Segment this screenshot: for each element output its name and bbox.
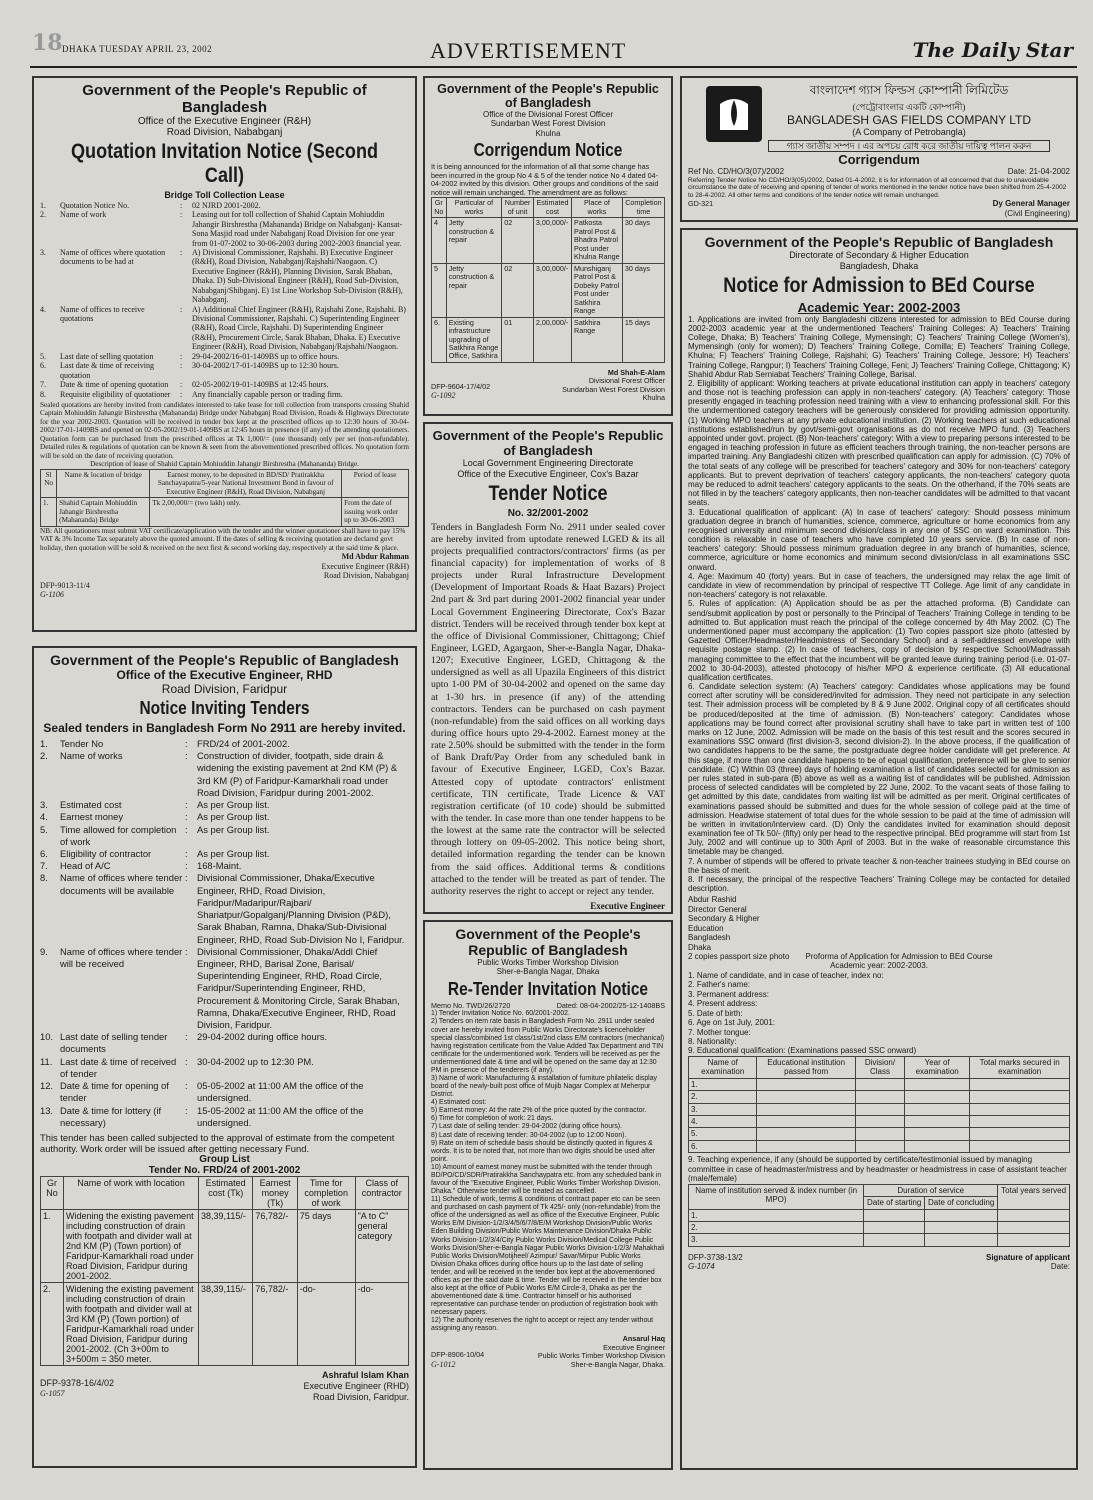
applicant-signature: Signature of applicant xyxy=(985,1252,1070,1262)
item-list: 1. Tender No : FRD/24 of 2001-2002. 2. Name of works : Construction of divider, footpath, side drain & widening the existing pavement at 2nd KM (P) & 3rd KM (P) of Faridpur-Kamarkhali road under Road Division, Faridpur during 2001-2002. 3. Estimated cost : As per Group list. 4. Earnest money : As per Group list. 5. Time allowed for completion of work : As per Group list. 6. Eligibility of contractor : As per Group list. 7. Head of A/C : 168-Maint. 8. Name of offices where tender documents will be available : Divisional Commissioner, Dhaka/Executive Engineer, RHD, Road Division, Faridpur/Madaripur/Rajbari/ Shariatpur/Gopalganj/Planning Division (P&D), Sarak Bhaban, Ramna, Dhaka/Sub-Divisional Engineer, RHD, Road Sub-Division No I, Faridpur. 9. Name of offices where tender will be received : Divisional Commissioner, Dhaka/Addl Chief Engineer, RHD, Barisal Zone, Barisal/ Superintending Engineer, RHD, Road Circle, Faridpur/Superintending Engineer, RHD, Procurement & Monitoring Circle, Sarak Bhaban, Ramna, Dhaka/Executive Engineer, RHD, Road Division, Faridpur. 10. Last date of selling tender documents : 29-04-2002 during office hours. 11. Last date & time of received of tender : 30-04-2002 up to 12:30 PM. 12. Date & time for opening of tender : 05-05-2002 at 11:00 AM the office of the undersigned. 13. Date & time for lottery (if necessary) : 15-05-2002 at 11:00 AM the office of the undersigned. xyxy=(40,738,409,1129)
text-field: Munshiganj Patrol Post & Dobeky Patrol Post under Satkhira Range xyxy=(572,263,623,317)
paragraph-list xyxy=(688,315,1070,894)
text-field: 1. xyxy=(40,200,46,210)
text-field: 2. xyxy=(689,1221,864,1233)
table-row xyxy=(689,1116,1070,1128)
text-field: As per Group list. xyxy=(197,823,270,835)
text-field: 7. xyxy=(40,380,46,390)
text-field: 02 xyxy=(502,263,534,317)
memo-line xyxy=(431,1002,665,1010)
text-field: Executive Engineer (RHD) xyxy=(303,1380,409,1391)
text-field: Name of examination xyxy=(689,1056,757,1078)
text-field: 2. xyxy=(40,210,46,220)
text-field: Sl No xyxy=(41,469,57,497)
signature xyxy=(431,901,665,914)
text-field: Executive Engineer xyxy=(603,1342,665,1352)
text-field: Dy General Manager xyxy=(992,199,1070,209)
text-field: "A to C" general category xyxy=(355,1210,408,1283)
header-rule xyxy=(30,66,1077,68)
text-field: Quotation Notice No. xyxy=(60,200,130,210)
text-field: Any financially capable person or trading firm. xyxy=(192,389,343,399)
text-field: Time for completion of work xyxy=(297,1177,355,1210)
text-field: Sher-e-Bangla Nagar, Dhaka. xyxy=(570,1359,665,1369)
text-field: 02 NJRD 2001-2002. xyxy=(192,200,261,210)
table-row xyxy=(689,1209,1070,1221)
text-field: Abdur Rashid xyxy=(688,895,737,905)
text-field: 01 xyxy=(502,317,534,362)
experience-note: 9. Teaching experience, if any (should be supported by certificate/testimonial issued by managing committee in case of headmaster/mistress and by headmaster or headmistress in case of assistant teacher (male/female) xyxy=(688,1155,1067,1184)
forest-corrigendum-ad xyxy=(423,76,673,416)
ref-code: DFP-8906-10/04 xyxy=(431,1350,485,1360)
text-field: Memo No. TWD/26/2720 xyxy=(431,1000,511,1010)
g-code: GD-321 xyxy=(688,199,714,209)
text-field: Total years served xyxy=(998,1184,1070,1209)
ad-gov: Government of the People's Republic of Bangladesh xyxy=(455,926,641,958)
ad-gov: Government of the People's Republic of Bangladesh xyxy=(82,82,367,116)
ref-code: DFP-9604-17/4/02 xyxy=(431,381,491,391)
text-field: 1) Tender Invitation Notice No. 60/2001-2002. xyxy=(431,1010,570,1018)
text-field: 11. xyxy=(40,1055,53,1067)
text-field: 3. xyxy=(689,1103,757,1115)
text-field: Date & time for lottery (if necessary) xyxy=(60,1104,162,1128)
text-field: Last date of selling tender documents xyxy=(60,1031,168,1055)
text-field: As per Group list. xyxy=(197,811,270,823)
text-field: 05-05-2002 at 11:00 AM the office of the undersigned. xyxy=(197,1080,364,1104)
text-field: 2 copies passport size photo xyxy=(688,952,790,962)
text-field: Dhaka xyxy=(688,942,712,952)
ad-office: Office of the Executive Engineer (R&H) xyxy=(137,116,312,127)
ad-division: Road Division, Nababganj xyxy=(166,127,283,138)
text-field: Divisional Commissioner, Dhaka/Executive Engineer, RHD, Road Division, Faridpur/Madaripur/Rajbari/ Shariatpur/Gopalganj/Planning Division (P&D), Sarak Bhaban, Ramna, Dhaka/Sub-Divisional Engineer, RHD, Road Sub-Division No I, Faridpur. xyxy=(197,872,405,945)
text-field: 3. xyxy=(40,247,46,257)
group-list-title: Group List xyxy=(199,1154,250,1165)
text-field: Particular of works xyxy=(446,198,502,218)
text-field: Md Abdur Rahman xyxy=(341,552,409,562)
page-number: 18 xyxy=(32,30,63,56)
ad-office: Local Government Engineering Directorate xyxy=(462,458,634,468)
ad-place: Khulna xyxy=(535,128,561,138)
text-field: 76,782/- xyxy=(253,1283,297,1366)
text-field: Eligibility of contractor xyxy=(60,847,152,859)
section-title: ADVERTISEMENT xyxy=(430,38,627,63)
text-field: -do- xyxy=(355,1283,408,1366)
text-field: 8. Nationality: xyxy=(688,1036,737,1046)
text-field: Leasing out for toll collection of Shahid Captain Mohiuddin Jahangir Birshrestha (Mahananda) Bridge on Nababganj- Kansat-Sona Masjid road under Nababganj Road Division for one year from 01-07-2002 to 30-06-2003 during 2002-2003 financial year. xyxy=(192,210,403,248)
text-field: Duration of service xyxy=(864,1184,998,1196)
text-field: Estimated cost xyxy=(533,198,571,218)
ad-office: Office of the Executive Engineer, RHD xyxy=(116,668,333,682)
text-field: Division/ Class xyxy=(855,1056,904,1078)
text-field: 30 days xyxy=(622,263,664,317)
text-field: -do- xyxy=(297,1283,355,1366)
text-field xyxy=(431,912,665,914)
text-field: From the date of issuing work order up to 30-06-2003 xyxy=(342,498,409,526)
text-field: Name of offices to receive quotations xyxy=(60,304,145,324)
ad-gov: Government of the People's Republic of Bangladesh xyxy=(50,652,399,668)
text-field: A) Divisional Commissioner, Rajshahi. B) Executive Engineer (R&H), Road Division, Nababganj/Rajshahi/Naogaon. C) Executive Engineer (R&H), Planning Division, Sarak Bhaban, Dhaka. D) Sub-Divisional Engineer (R&H), Road Sub-Division, Nababganj/Shibganj. E) 1st Line Workshop Sub-Division (R&H), Nababganj. xyxy=(192,247,403,305)
text-field: Tk 2,00,000/= (two lakh) only. xyxy=(150,498,342,526)
text-field: Estimated cost xyxy=(60,799,122,811)
text-field: 75 days xyxy=(297,1210,355,1283)
text-field: Tender No xyxy=(60,738,104,749)
table-caption: Description of lease of Shahid Captain Mohiuddin Jahangir Birshrestha (Mahananda) Bridge. xyxy=(90,460,359,469)
text-field: Divisional Commissioner, Dhaka/Addl Chief Engineer, RHD, Barisal Zone, Barisal/ Superintending Engineer, RHD, Road Circle, Faridpur/Superintending Engineer, RHD, Procurement & Monitoring Circle, Sarak Bhaban, Ramna, Dhaka/Executive Engineer, RHD, Road Division, Faridpur. xyxy=(197,945,400,1031)
text-field: 3. xyxy=(689,1234,864,1246)
text-field: Gr No xyxy=(41,1177,64,1210)
text-field: Khulna xyxy=(642,393,665,403)
ref-line xyxy=(688,167,1070,176)
text-field: Gr No xyxy=(432,198,447,218)
works-table xyxy=(431,197,665,363)
text-field: 10) Amount of earnest money must be submitted with the tender through BD/PO/CD/SDR/Pratirakkha Sanchaypatra etc. from any scheduled bank in favour of the "Executive Engineer, Public Works Timber Workshop Division, Dhaka." Otherwise tender will be treated as cancelled. xyxy=(431,1163,662,1196)
ad-paragraph: Referring Tender Notice No CD/HO/3(05)/2002, Dated 01-4-2002, it is for information of all concerned that due to unavoidable circumstance the date of receiving and opening of tender of works mentioned in the tender notice have been shifted from 25-4-2002 to 28-4-2002. All other terms and conditions of the tender notice will remain unchanged. xyxy=(688,176,1067,199)
text-field: 4. xyxy=(40,811,48,823)
ad-paragraph: It is being announced for the information of all that some change has been incurred in the group No 4 & 5 of the tender notice No 4 dated 04-04-2002 invited by this division. Other groups and conditions of the said notice will remain unchanged. The amendment are as follows: xyxy=(431,162,659,197)
text-field: Date of concluding xyxy=(925,1197,998,1209)
text-field: 6. xyxy=(432,317,447,362)
text-field: Secondary & Higher xyxy=(688,914,760,924)
ad-title: Corrigendum xyxy=(838,152,920,168)
group-table xyxy=(40,1176,409,1366)
text-field: 6. Age on 1st July, 2001: xyxy=(688,1018,776,1028)
text-field: 2. xyxy=(41,1283,64,1366)
masthead: The Daily Star xyxy=(912,38,1073,62)
text-field: 7. A number of stipends will be offered to private teacher & non-teacher trainees studying in BEd course on the basis of merit. xyxy=(688,856,1070,875)
ref-code: DFP-3738-13/2 xyxy=(688,1252,743,1262)
text-field: 7) Last date of selling tender: 29-04-2002 (during office hours). xyxy=(431,1123,623,1131)
text-field: 9. Educational qualification: (Examinations passed SSC onward) xyxy=(688,1046,917,1056)
applicant-date: Date: xyxy=(1050,1262,1070,1272)
issue-date: DHAKA TUESDAY APRIL 23, 2002 xyxy=(62,44,213,54)
text-field: 02-05-2002/19-01-1409BS at 12:45 hours. xyxy=(192,380,329,390)
text-field: 13. xyxy=(40,1104,54,1116)
text-field: Divisional Forest Officer xyxy=(588,376,665,386)
text-field: 3. xyxy=(40,799,48,811)
text-field: Last date & time of receiving quotation xyxy=(60,361,154,380)
text-field: 168-Maint. xyxy=(197,860,242,872)
text-field: 5) Earnest money: At the rate 2% of the price quoted by the contractor. xyxy=(431,1107,647,1115)
tender-no: Tender No. FRD/24 of 2001-2002 xyxy=(148,1165,301,1176)
text-field: Educational institution passed from xyxy=(757,1056,855,1078)
text-field: 6. xyxy=(40,361,46,371)
ad-division: Road Division, Faridpur xyxy=(161,682,288,696)
table-row xyxy=(432,317,665,362)
ad-office: Directorate of Secondary & Higher Education xyxy=(789,250,969,260)
g-code: G-1106 xyxy=(40,589,64,599)
text-field: Last date & time of received of tender xyxy=(60,1055,177,1079)
text-field: 7. Mother tongue: xyxy=(688,1027,751,1037)
text-field: 6. xyxy=(40,847,48,859)
text-field: 9) Rate on item of schedule basis should be distinctly quoted in figures & words. It is to be noted that, not more than two digits should be used after point. xyxy=(431,1139,656,1163)
ad-title: Re-Tender Invitation Notice xyxy=(447,978,649,999)
text-field: 11) Schedule of work, terms & conditions of contract paper etc can be seen and purchased on cash payment of Tk 425/- only (non-refundable) from the office of the undersigned as well as office of the Executive Engineer, Public Works E/M Division-1/2/3/4/5/6/7/8/E/M Workshop Division/Public Works Eden Building Division/Public Works Maintenance Division/Dhaka Public Works Division-1/2/3/4/City Public Works Division/Medical College Public Works Division/Sher-e-Bangla Nagar Public Works Division-1/2/3/ Mahakhali Public Works Division/Motijheel/ Azimpur/ Savar/Mirpur Public Works Division Dhaka offices during office hours up to the last date of selling tender, and will be received in the tender box kept at the abovementioned offices as per the said date & time. Tender will be received in the tender box also kept at the office of Public Works E/M Circle-3, Dhaka as per the abovementioned date & time. Contractor himself or his authorised representative can purchase tender on production of registration book with necessary papers. xyxy=(431,1196,665,1317)
text-field: Jetty construction & repair xyxy=(446,263,502,317)
text-field: 2. Eligibility of applicant: Working teachers at private educational institution can apply in teachers' category and those not is teaching profession can apply in non-teachers' category. (A) Teachers' category: Those presently engaged in teaching profession need training with a view to enhancing professional skill. For this the undermentioned category teachers will be generously considered for providing admission opportunity. (1) Working MPO teachers at any private educational institution. (2) Working teachers at such educational institutions established/run by govt/semi-govt organisations as do not receive MPO fund. (3) Teachers appointed under govt. project. (B) Non-teachers' category: With a view to preparing persons interested to be engaged in teaching profession in future as efficient teachers through training, the non-teacher persons are imparted training. Any Bangladeshi citizen with prescribed qualification can apply for admission. (C) 70% of the total seats of any college will be prescribed for teachers' category and 30% for non-teachers' category applicants. But to prevent deprivation of teachers' category applicants, the non-teachers' category quota may be reduced to admit teachers' category applicants to the seats. On the otherhand, if the 70% seats are not filled in by the teachers' category applicants, then non-teacher candidates will be admitted to that vacant seats. xyxy=(688,378,1070,508)
table-row xyxy=(41,1283,409,1366)
note: NB: All quotationers must submit VAT certificate/application with the tender and the winner quotationer shall have to pay 15% VAT & 3% Income Tax separately above the quoted amount. If the dates of selling & receiving quotation are declared govt holiday, then quotation will be sold & received on the next first & second working day, respectively at the said time & place. xyxy=(40,526,406,552)
text-field: 5. Date of birth: xyxy=(688,1008,743,1018)
text-field: Ansarul Haq xyxy=(622,1334,665,1344)
table-row xyxy=(41,1210,409,1283)
tender-no: No. 32/2001-2002 xyxy=(507,507,589,519)
text-field: 5. xyxy=(689,1128,757,1140)
text-field: A) Additional Chief Engineer (R&H), Rajshahi Zone, Rajshahi. B) Divisional Commissioner, Rajshahi. C) Superintending Engineer (R&H), Road Circle, Rajshahi. D) Superintending Engineer (R&H), Procurement Circle, Sarak Bhaban, Dhaka. E) Executive Engineer (R&H), Road Division, Nababganj/Rajshahi/Naogaon. xyxy=(192,304,406,352)
bengali-name: বাংলাদেশ গ্যাস ফিল্ডস কোম্পানী লিমিটেড xyxy=(809,83,1009,97)
text-field: 1. xyxy=(41,498,57,526)
text-field: Requisite eligibility of quotationer xyxy=(60,389,171,399)
text-field: 1. xyxy=(41,1210,64,1283)
text-field: Class of contractor xyxy=(355,1177,408,1210)
text-field: 8. If necessary, the principal of the respective Teachers' Training College may be contacted for detailed description. xyxy=(688,875,1070,894)
text-field: 7. xyxy=(40,860,48,872)
text-field: 3. Permanent address: xyxy=(688,989,769,999)
text-field: 5. xyxy=(40,351,46,361)
text-field: 4. xyxy=(689,1116,757,1128)
text-field: Earnest money xyxy=(60,811,124,823)
bed-admission-ad xyxy=(680,228,1078,1470)
text-field: 30 days xyxy=(622,218,664,263)
text-field: Name of works xyxy=(60,750,123,762)
quotation-notice-ad xyxy=(32,76,417,632)
text-field: Executive Engineer (R&H) xyxy=(321,561,409,571)
text-field: Road Division, Faridpur. xyxy=(312,1391,409,1402)
text-field: Shahid Captain Mohiuddin Jahangir Birshrestha (Mahananda) Bridge xyxy=(57,498,150,526)
text-field: Existing infrastructure upgrading of Satkhira Range Office, Satkhira xyxy=(446,317,502,362)
text-field: 29-04-2002 during office hours. xyxy=(197,1031,328,1043)
text-field: 9. xyxy=(40,945,48,957)
lged-tender-ad xyxy=(423,422,673,914)
text-field: 3,00,000/- xyxy=(533,263,571,317)
text-field: 4. xyxy=(40,304,46,314)
g-code: G-1057 xyxy=(40,1389,65,1399)
text-field: 29-04-2002/16-01-1409BS up to office hours. xyxy=(192,351,340,361)
text-field: 5 xyxy=(432,263,447,317)
ad-division: Sher-e-Bangla Nagar, Dhaka xyxy=(496,967,600,977)
ad-division: Bangladesh, Dhaka xyxy=(839,260,919,271)
text-field: 2. xyxy=(40,750,48,762)
text-field: As per Group list. xyxy=(197,847,270,859)
text-field: Name of work with location xyxy=(64,1177,199,1210)
gas-fields-corrigendum-ad xyxy=(680,76,1078,222)
text-field: Name of offices where quotation documents to be had at xyxy=(60,247,166,267)
text-field: 1. Applications are invited from only Bangladeshi citizens interested for admission to BEd Course during 2002-2003 academic year at the undermentioned Teachers' Training Colleges: A) Teachers' Training College, Dhaka; B) Teachers' Training College, Mymensingh; C) Teachers' Training College (Women's), Mymensingh (only for women); D) Teachers' Training College, Comilla; E) Teachers' Training College, Khulna; F) Teachers' Training College, Rajshahi; G) Teachers' Training College, Jessore; H) Teachers' Training College, Rangpur; I) Teachers' Training College, Feni; J) Teachers' Training College, Chittagong; K) Shahid Abdur Rab Serniabat Teachers' Training College, Barisal. xyxy=(688,314,1070,379)
ad-division: Sundarban West Forest Division xyxy=(490,119,606,129)
text-field: Earnest money, to be deposited in BD/SD/ Pratirakkha Sanchayapatra/5-year National Investment Bond in favour of Executive Engineer (R&H), Road Division, Nababganj xyxy=(150,469,342,497)
text-field: Patkosta Patrol Post & Bhadra Patrol Post under Khulna Range xyxy=(572,218,623,263)
text-field: Date of starting xyxy=(864,1197,925,1209)
text-field: 4. Present address: xyxy=(688,999,758,1009)
footer-line xyxy=(688,1253,1070,1272)
table-row xyxy=(689,1221,1070,1233)
item-list: 1. Quotation Notice No. : 02 NJRD 2001-2002. 2. Name of work : Leasing out for toll collection of Shahid Captain Mohiuddin Jahangir Birshrestha (Mahananda) Bridge on Nababganj- Kansat-Sona Masjid road under Nababganj Road Division for one year from 01-07-2002 to 30-06-2003 during 2002-2003 financial year. 3. Name of offices where quotation documents to be had at : A) Divisional Commissioner, Rajshahi. B) Executive Engineer (R&H), Road Division, Nababganj/Rajshahi/Naogaon. C) Executive Engineer (R&H), Planning Division, Sarak Bhaban, Dhaka. D) Sub-Divisional Engineer (R&H), Road Sub-Division, Nababganj/Shibganj. E) 1st Line Workshop Sub-Division (R&H), Nababganj. 4. Name of offices to receive quotations : A) Additional Chief Engineer (R&H), Rajshahi Zone, Rajshahi. B) Divisional Commissioner, Rajshahi. C) Superintending Engineer (R&H), Road Circle, Rajshahi. D) Superintending Engineer (R&H), Procurement Circle, Sarak Bhaban, Dhaka. E) Executive Engineer (R&H), Road Division, Nababganj/Rajshahi/Naogaon. 5. Last date of selling quotation : 29-04-2002/16-01-1409BS up to office hours. 6. Last date & time of receiving quotation : 30-04-2002/17-01-1409BS up to 12:30 hours. 7. Date & time of opening quotation : 02-05-2002/19-01-1409BS at 12:45 hours. 8. Requisite eligibility of quotationer : Any financially capable person or trading firm. xyxy=(40,201,409,399)
table-row xyxy=(432,218,665,263)
text-field: Estimated cost (Tk) xyxy=(199,1177,253,1210)
signature xyxy=(40,552,409,580)
text-field: Name of institution served & index number (in MPO) xyxy=(689,1184,864,1209)
text-field: Director General xyxy=(688,904,747,914)
text-field: Name & location of bridge xyxy=(57,469,150,497)
text-field: 12. xyxy=(40,1080,54,1092)
text-field: Last date of selling quotation xyxy=(60,351,154,361)
text-field: Sundarban West Forest Division xyxy=(562,384,665,394)
text-field: 8. xyxy=(40,389,46,399)
ad-gov: Government of the People's Republic of Bangladesh xyxy=(437,82,659,110)
proforma-line xyxy=(688,952,1070,961)
academic-year: Academic Year: 2002-2003 xyxy=(797,299,961,315)
text-field: Date: 21-04-2002 xyxy=(1007,167,1070,177)
text-field: Period of lease xyxy=(342,469,409,497)
ad-division: Office of the Executive Engineer, Cox's Bazar xyxy=(457,468,639,479)
text-field: Satkhira Range xyxy=(572,317,623,362)
text-field: Jetty construction & repair xyxy=(446,218,502,263)
text-field: Place of works xyxy=(572,198,623,218)
text-field: 1. xyxy=(689,1209,864,1221)
form-fields xyxy=(688,971,1070,1056)
text-field: 2. xyxy=(689,1091,757,1103)
text-field: Date & time for opening of tender xyxy=(60,1080,169,1104)
text-field: Widening the existing pavement including construction of drain with footpath and divider wall at 3rd KM (P) (Town portion) of Faridpur-Kamarkhali road under Road Division, Faridpur during 2001-2002. (Ch 3+00m to 3+500m = 350 meter. xyxy=(64,1283,199,1366)
g-code: G-1012 xyxy=(431,1359,456,1369)
text-field: Number of unit xyxy=(502,198,534,218)
text-field: Executive Engineer xyxy=(590,900,665,911)
table-row xyxy=(41,498,409,526)
table-row xyxy=(689,1128,1070,1140)
text-field: 10. xyxy=(40,1031,54,1043)
text-field: 6. xyxy=(689,1140,757,1152)
ad-paragraph: Tenders in Bangladesh Form No. 2911 under sealed cover are hereby invited from uptodate renewed LGED & its all projects prequalified contractors/contractors' firms (as per financial capacity) for implementation of works of 8 projects under Rural Infrastructure Development (Development of Important Roads & Haat Bazars) Project 2nd part & 3rd part during 2001-2002 financial year under Local Government Engineering Directorate, Cox's Bazar district. Tenders will be received through tender box kept at the office of Divisional Commissioner, Chittagong; Chief Engineer, LGED, Agargaon, Sher-e-Bangla Nagar, Dhaka-1207; Executive Engineer, LGED, Chittagong & the undersigned as well as all Upazila Engineers of this district upto 1-00 PM of 30-04-2002 and opened on the same day at 1-30 hrs. in presence (if any) of the attending contractors. Tenders can be purchased on cash payment (non-refundable) from the said offices on all working days during office hours upto 29-4-2002. Earnest money at the rate 2.50% should be submitted with the tender in the form of Bank Draft/Pay Order from any scheduled bank in favour of Executive Engineer, LGED, Cox's Bazar. Attested copy of uptodate contractors' enlistment certificate, TIN certificate, Trade Licence & VAT registration certificate (of 10 code) should be submitted with the tender. In case more than one tender happens to be the lowest at the same rate the contractor will be selected through lottery on 09-05-2002. This notice being short, detailed information regarding the tender can be known from the said offices. Additional terms & conditions attached to the tender will be treated as part of tender. The authority reserves the right to accept or reject any tender. xyxy=(431,521,665,897)
text-field: Widening the existing pavement including construction of drain with footpath and divider wall at 2nd KM (P) (Town portion) of Faridpur-Kamarkhali road under Road Division, Faridpur during 2001-2002. xyxy=(64,1210,199,1283)
g-code: G-1074 xyxy=(688,1262,715,1272)
text-field: 2. Father's name: xyxy=(688,980,750,990)
text-field: 38,39,115/- xyxy=(199,1210,253,1283)
text-field: 6. Candidate selection system: (A) Teachers' category: Candidates whose applications may be found correct after scrutiny will be considered/invited for admission. They need not participate in any selection test. Their admission process will be completed by 8 & 9 June 2002. Original copy of all certificates should be produced/deposited at the time of admission. (B) Non-teachers' category: Candidates whose applications may be found correct after provisional scrutiny shall have to take part in written test of 100 marks on 12 June, 2002. Admission will be made on the basis of this test result and the scores secured in examinations SSC onward (first division-3, second division-2). In the above process, if the qualification of two candidates happens to be the same, the postgraduate degree holder candidate will get preference. At this stage, if more than one candidate happens to be of equal qualification, preference will be give to senior candidate. (C) Within 03 (three) days of holding examination a list of candidates selected for admission as per rules stated in sub-para (B) above as well as a waiting list of candidates will be published. Admission process of selected candidates will be completed by 22 June, 2002. To the vacant seats of those failing to get admitted by this date, candidates from waiting list will be admitted as per merit. Original certificates of examinations passed should be submitted and dues for the whole session of college paid at the time of admission. Headwise statement of total dues for the whole session to be paid at the time of admission will be written in invitation/interview card. (D) Only the candidates invited for examination should deposit examination fee of Tk 50/- (fifty) only per head to the respective principal. BEd programme will start from 1st July, 2002 and will continue up to 30th April of 2003. But in the wake of reasonable circumstance this timetable may be changed. xyxy=(688,682,1070,857)
text-field: Total marks secured in examination xyxy=(970,1056,1070,1078)
retender-ad xyxy=(423,920,673,1470)
lease-table xyxy=(40,469,409,527)
ad-paragraph: Sealed quotations are hereby invited from candidates interested to take lease for toll collection from transports crossing Shahid Captain Mohiuddin Jahangir Birshrestha (Mahananda) Bridge under Nababganj Road Division, Roads & Highways Directorate for the year 2002-2003. Quotation will be received in tender box kept at the prescribed offices up to 12:30 hours of 30-04-2002/17-01-1409BS and opened on 02-05-2002/19-01-1409BS at 12:45 hours in presence (if any) of the attending quotationers. Quotation form can be purchased from the prescribed offices at Tk 1,000/= (one thousand) only per set (non-refundable). Detailed rules & regulations of quotation can be known & seen from the abovementioned prescribed offices. No quotation form will be sold on the date of receiving quotation. xyxy=(40,400,409,460)
text-field: 5. xyxy=(40,823,48,835)
ref-code: DFP-9013-11/4 xyxy=(40,580,90,590)
text-field: 76,782/- xyxy=(253,1210,297,1283)
text-field: Road Division, Nababganj xyxy=(323,571,409,581)
text-field: 3. Educational qualification of applicant: (A) In case of teachers' category: Should possess minimum graduation degree in branch of humanities, science, commerce, agriculture or home economics from any recognised university and minimum second division/class in any one of SSC on ward examination. This condition is relaxable in case of teachers who have completed 10 years service. (B) In case of non-teachers' category: Should possess minimum graduation degree in any branch of humanities, science, commerce, agriculture or home economics and minimum second division/class in all examinations SSC onward. xyxy=(688,507,1070,572)
text-field: 6) Time for completion of work: 21 days. xyxy=(431,1115,554,1123)
text-field: Construction of divider, footpath, side drain & widening the existing pavement at 2nd KM (P) & 3rd KM (P) of Faridpur-Kamarkhali road under Road Division, Faridpur during 2001-2002. xyxy=(197,750,398,798)
ad-title: Tender Notice xyxy=(488,481,608,505)
company-logo xyxy=(706,86,762,142)
ad-office: Office of the Divisional Forest Officer xyxy=(483,110,613,119)
text-field: 15-05-2002 at 11:00 AM the office of the undersigned. xyxy=(197,1104,364,1128)
ad-gov: Government of the People's Republic of Bangladesh xyxy=(432,428,664,458)
signature xyxy=(688,895,1070,952)
text-field: 12) The authority reserves the right to accept or reject any tender without assigning any reason. xyxy=(431,1317,654,1333)
table-row xyxy=(689,1140,1070,1152)
text-field: 2) Tenders on item rate basis in Bangladesh Form No. 2911 under sealed cover are hereby invited from Public Works Directorate's licenceholder special class/combined 1st class/1st/2nd class E/M contractors (mechanical) having registration certificate from the Value Added Tax Department and TIN certificate for the undermentioned work. Tenders will be received as per the undermentioned date & time and will be opened on the same day at 12:30 PM in presence of the tenderers (if any). xyxy=(431,1018,665,1074)
text-field: FRD/24 of 2001-2002. xyxy=(197,738,290,749)
text-field: 1. xyxy=(689,1078,757,1090)
text-field: Completion time xyxy=(622,198,664,218)
company-sub: (A Company of Petrobangla) xyxy=(852,126,966,137)
text-field: 02 xyxy=(502,218,534,263)
text-field: 8. xyxy=(40,872,48,884)
table-row xyxy=(689,1091,1070,1103)
ad-sub: Sealed tenders in Bangladesh Form No 2911 are hereby invited. xyxy=(43,721,406,735)
text-field: Time allowed for completion of work xyxy=(60,823,177,847)
text-field: 30-04-2002 up to 12:30 PM. xyxy=(197,1055,314,1067)
table-row xyxy=(689,1078,1070,1090)
text-field: Education xyxy=(688,923,724,933)
text-field: 30-04-2002/17-01-1409BS up to 12:30 hours. xyxy=(192,361,339,371)
table-row xyxy=(689,1234,1070,1246)
company-name: BANGLADESH GAS FIELDS COMPANY LTD xyxy=(786,112,1032,127)
text-field: 1. xyxy=(40,738,48,749)
text-field: Name of offices where tender will be received xyxy=(60,945,183,969)
text-field: Dated: 08-04-2002/25-12-1408BS xyxy=(556,1000,665,1010)
text-field: 3,00,000/- xyxy=(533,218,571,263)
text-field: 4 xyxy=(432,218,447,263)
slogan: গ্যাস জাতীয় সম্পদ । এর অপচয় রোধ করে জাতীয় দায়িত্ব পালন করুন xyxy=(768,140,1050,153)
text-field: 4. Age: Maximum 40 (forty) years. But in case of teachers, the undersigned may relax the age limit of candidate in view of recommendation by principal of respective TT College. Age limit of any candidate in non-teachers' category is not relaxable. xyxy=(688,571,1070,600)
proforma-year: Academic year: 2002-2003. xyxy=(830,961,928,971)
text-field: Proforma of Application for Admission to BEd Course xyxy=(805,952,993,962)
ad-title: Corrigendum Notice xyxy=(473,140,623,161)
text-field: 1. Name of candidate, and in case of teacher, index no: xyxy=(688,970,884,980)
text-field: As per Group list. xyxy=(197,799,270,811)
text-field: Name of work xyxy=(60,210,107,220)
text-field: Bangladesh xyxy=(688,933,731,943)
table-row xyxy=(432,263,665,317)
ad-gov: Government of the People's Republic of Bangladesh xyxy=(704,234,1054,250)
ad-title: Notice for Admission to BEd Course xyxy=(723,273,1035,297)
experience-table xyxy=(688,1184,1070,1247)
text-field: 2,00,000/- xyxy=(533,317,571,362)
text-field: Name of offices where tender documents will be available xyxy=(60,872,183,896)
table-row xyxy=(689,1103,1070,1115)
text-field: 38,39,115/- xyxy=(199,1283,253,1366)
ad-title: Quotation Invitation Notice (Second Call) xyxy=(70,140,379,187)
text-field: Ref No. CD/HO/3(07)/2002 xyxy=(688,167,785,177)
text-field: Year of examination xyxy=(905,1056,970,1078)
text-field: 5. Rules of application: (A) Application should be as per the attached proforma. (B) Candidate can send/submit application by post or personally to the Principal of Teachers' Training College in tending to be admitted to. But application must reach the principal of the college concerned by 4th May 2002. (C) The undermentioned paper must accompany the application: (1) Two copies passport size photo (attested by Gazetted Officer/Headmaster/Headmistress of Secondary School) and a self-addressed envelope with requisite postage stamp. (2) In case of teachers, copy of decision by respective School/Madrassah managing committee to the effect that the incumbent will be granted leave during training period (i.e. 01-07-2002 to 30-04-2003), attested photocopy of his/her MPO & experience certificate. (3) All educational qualification certificates. xyxy=(688,599,1070,682)
faridpur-tender-ad xyxy=(32,646,417,1468)
text-field: Date & time of opening quotation xyxy=(60,380,169,390)
exam-table xyxy=(688,1056,1070,1154)
text-field: 3) Name of work: Manufacturing & installation of furniture philatelic display board of the newly-built post office of Mujib Nagar Complex at Meherpur District. xyxy=(431,1074,657,1099)
text-field: 15 days xyxy=(622,317,664,362)
g-code: G-1092 xyxy=(431,391,456,401)
text-field: Head of A/C xyxy=(60,860,111,872)
item-list xyxy=(431,1010,665,1333)
text-field: Md Shah-E-Alam xyxy=(607,367,665,377)
ad-paragraph: This tender has been called subjected to the approval of estimate from the competent authority. Work order will be issued after getting necessary Fund. xyxy=(40,1132,395,1154)
text-field: 8) Last date of receiving tender: 30-04-2002 (up to 12:00 Noon). xyxy=(431,1131,627,1139)
ad-subtitle: Bridge Toll Collection Lease xyxy=(164,190,285,200)
text-field: Ashraful Islam Khan xyxy=(321,1370,409,1380)
text-field: (Civil Engineering) xyxy=(1004,208,1070,218)
text-field: Earnest money (Tk) xyxy=(253,1177,297,1210)
ad-title: Notice Inviting Tenders xyxy=(139,698,310,718)
ref-code: DFP-9378-16/4/02 xyxy=(40,1378,115,1389)
text-field: 4) Estimated cost: xyxy=(431,1099,487,1107)
page-header xyxy=(0,0,1093,72)
ad-office: Public Works Timber Workshop Division xyxy=(477,958,619,967)
text-field: Public Works Timber Workshop Division xyxy=(537,1351,665,1361)
bengali-sub: (পেট্রোবাংলার একটি কোম্পানী) xyxy=(852,102,966,112)
